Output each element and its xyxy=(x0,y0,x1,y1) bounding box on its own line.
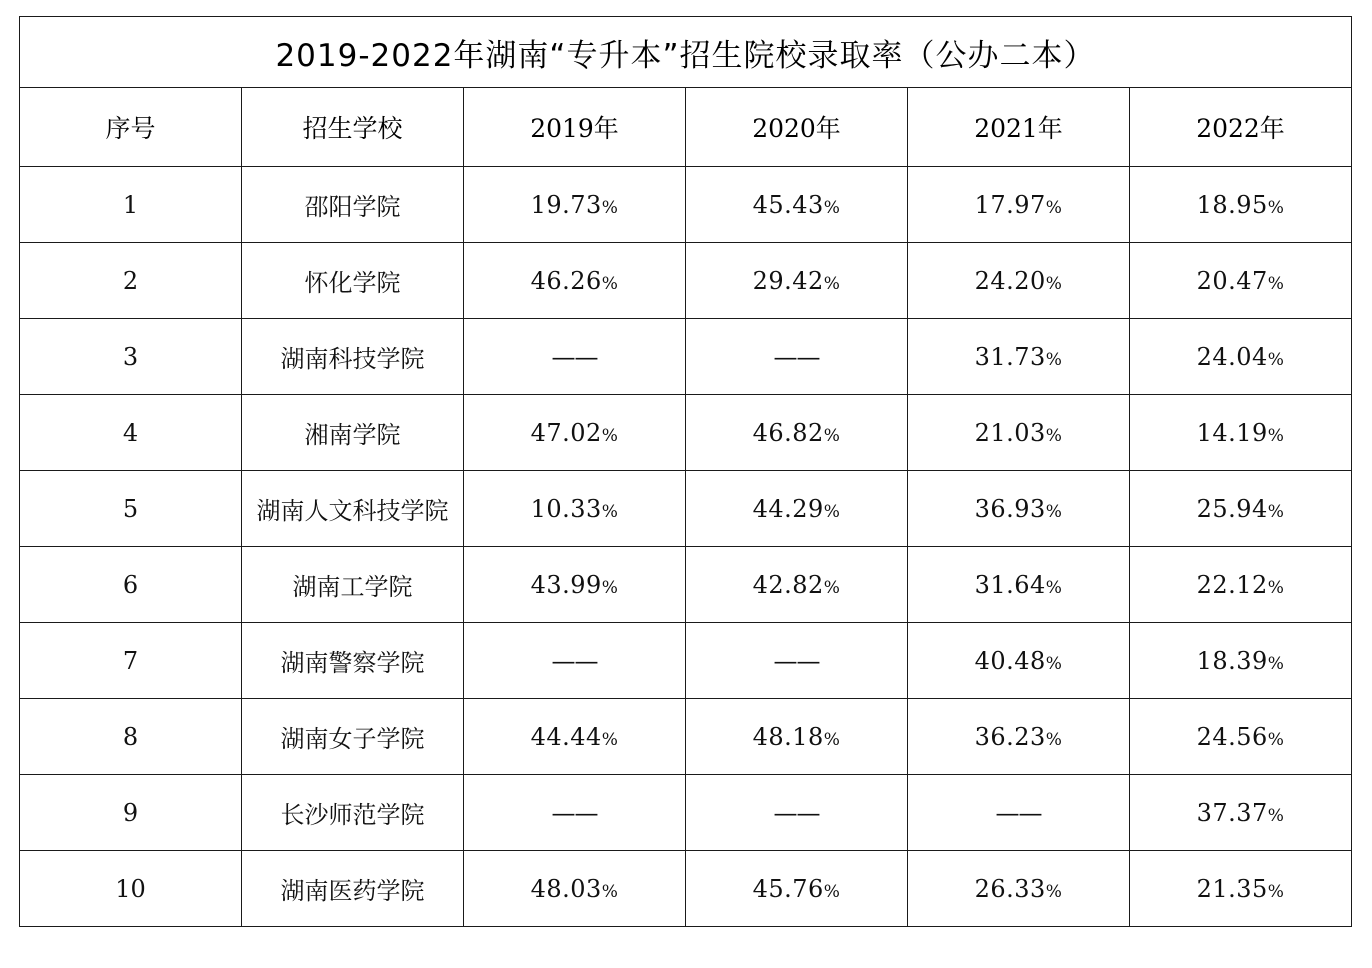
table-header-row xyxy=(20,88,1352,167)
column-header-index: 序号 xyxy=(20,88,242,167)
cell-2021: 36.23% xyxy=(908,699,1130,775)
cell-2021: 40.48% xyxy=(908,623,1130,699)
row-index: 4 xyxy=(20,395,242,471)
row-index: 3 xyxy=(20,319,242,395)
table-row xyxy=(20,851,1352,927)
row-index: 5 xyxy=(20,471,242,547)
cell-2019: 10.33% xyxy=(464,471,686,547)
cell-2020: 48.18% xyxy=(686,699,908,775)
table-row xyxy=(20,775,1352,851)
table-row xyxy=(20,547,1352,623)
cell-2022: 37.37% xyxy=(1130,775,1352,851)
cell-2020: 45.76% xyxy=(686,851,908,927)
cell-2022: 20.47% xyxy=(1130,243,1352,319)
cell-2019: —— xyxy=(464,623,686,699)
cell-2019: —— xyxy=(464,775,686,851)
row-index: 6 xyxy=(20,547,242,623)
cell-2020: 44.29% xyxy=(686,471,908,547)
cell-2021: 31.64% xyxy=(908,547,1130,623)
cell-2022: 24.04% xyxy=(1130,319,1352,395)
cell-2019: 46.26% xyxy=(464,243,686,319)
table-row xyxy=(20,699,1352,775)
table-row xyxy=(20,471,1352,547)
row-school: 怀化学院 xyxy=(242,243,464,319)
row-school: 长沙师范学院 xyxy=(242,775,464,851)
cell-2021: —— xyxy=(908,775,1130,851)
table-row xyxy=(20,319,1352,395)
cell-2020: —— xyxy=(686,775,908,851)
cell-2019: 47.02% xyxy=(464,395,686,471)
cell-2021: 21.03% xyxy=(908,395,1130,471)
column-header-2020: 2020年 xyxy=(686,88,908,167)
cell-2019: 43.99% xyxy=(464,547,686,623)
cell-2022: 14.19% xyxy=(1130,395,1352,471)
cell-2020: 46.82% xyxy=(686,395,908,471)
row-index: 1 xyxy=(20,167,242,243)
row-school: 湖南人文科技学院 xyxy=(242,471,464,547)
cell-2022: 21.35% xyxy=(1130,851,1352,927)
column-header-2021: 2021年 xyxy=(908,88,1130,167)
cell-2021: 26.33% xyxy=(908,851,1130,927)
row-school: 湖南警察学院 xyxy=(242,623,464,699)
cell-2021: 36.93% xyxy=(908,471,1130,547)
column-header-school: 招生学校 xyxy=(242,88,464,167)
cell-2020: 29.42% xyxy=(686,243,908,319)
cell-2021: 17.97% xyxy=(908,167,1130,243)
cell-2022: 24.56% xyxy=(1130,699,1352,775)
cell-2021: 31.73% xyxy=(908,319,1130,395)
cell-2019: 19.73% xyxy=(464,167,686,243)
table-row xyxy=(20,243,1352,319)
row-school: 邵阳学院 xyxy=(242,167,464,243)
row-school: 湖南工学院 xyxy=(242,547,464,623)
cell-2021: 24.20% xyxy=(908,243,1130,319)
cell-2022: 18.39% xyxy=(1130,623,1352,699)
row-index: 9 xyxy=(20,775,242,851)
row-school: 湘南学院 xyxy=(242,395,464,471)
cell-2022: 25.94% xyxy=(1130,471,1352,547)
row-index: 7 xyxy=(20,623,242,699)
cell-2020: —— xyxy=(686,623,908,699)
row-school: 湖南医药学院 xyxy=(242,851,464,927)
row-index: 10 xyxy=(20,851,242,927)
table-row xyxy=(20,167,1352,243)
table-row xyxy=(20,623,1352,699)
row-index: 2 xyxy=(20,243,242,319)
cell-2019: —— xyxy=(464,319,686,395)
cell-2020: 45.43% xyxy=(686,167,908,243)
admission-rate-table xyxy=(19,16,1352,927)
column-header-2019: 2019年 xyxy=(464,88,686,167)
cell-2020: —— xyxy=(686,319,908,395)
column-header-2022: 2022年 xyxy=(1130,88,1352,167)
document-page xyxy=(0,16,1372,968)
cell-2022: 18.95% xyxy=(1130,167,1352,243)
row-index: 8 xyxy=(20,699,242,775)
row-school: 湖南女子学院 xyxy=(242,699,464,775)
table-row xyxy=(20,395,1352,471)
table-title-row xyxy=(20,17,1352,88)
cell-2019: 48.03% xyxy=(464,851,686,927)
cell-2020: 42.82% xyxy=(686,547,908,623)
row-school: 湖南科技学院 xyxy=(242,319,464,395)
cell-2022: 22.12% xyxy=(1130,547,1352,623)
page-title: 2019-2022年湖南“专升本”招生院校录取率（公办二本） xyxy=(20,17,1352,88)
cell-2019: 44.44% xyxy=(464,699,686,775)
